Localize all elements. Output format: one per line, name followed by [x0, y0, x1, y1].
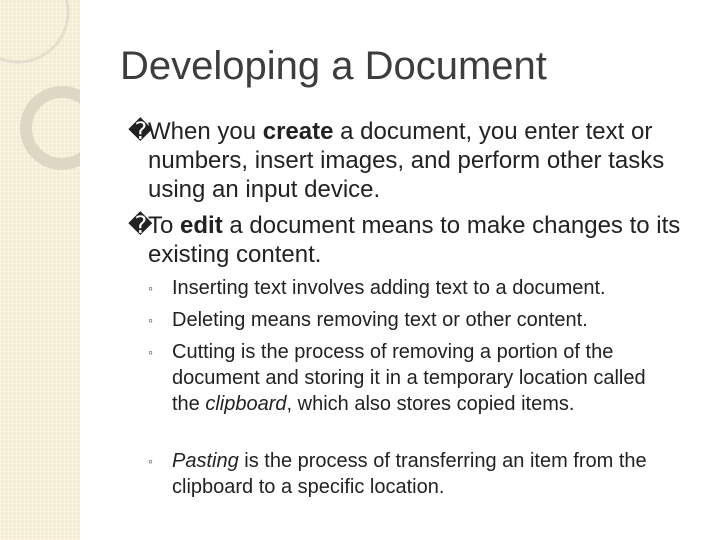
- decorative-rings: [0, 0, 80, 540]
- sub-bullet-text: Inserting text involves adding text to a document.: [172, 277, 606, 299]
- sub-bullet-pasting: [148, 448, 672, 500]
- slide-title: Developing a Document: [120, 44, 547, 88]
- sub-bullet-text-post: is the process of transferring an item from the clipboard to a specific location.: [172, 450, 647, 498]
- bullet-create: [128, 117, 708, 204]
- ring-middle: [26, 92, 80, 164]
- bullet-edit: [128, 211, 708, 269]
- sub-bullet-marker: ◦: [148, 280, 153, 296]
- sub-bullet-marker: ◦: [148, 344, 153, 360]
- sub-bullet-term: clipboard: [205, 393, 287, 415]
- bullet-text-post: a document means to make changes to its existing content.: [148, 212, 681, 268]
- sub-bullet-text: Deleting means removing text or other content.: [172, 309, 588, 331]
- sub-bullet-term: Pasting: [172, 450, 239, 472]
- bullet-marker: �: [128, 118, 153, 145]
- bullet-marker: �: [128, 212, 153, 239]
- decorative-side-band: [0, 0, 80, 540]
- bullet-text-pre: To: [148, 212, 181, 239]
- sub-bullet-inserting: [148, 275, 712, 301]
- bullet-keyword: create: [262, 118, 334, 145]
- sub-bullet-text-post: , which also stores copied items.: [286, 393, 575, 415]
- sub-bullet-cutting: [148, 339, 672, 417]
- bullet-text-pre: When you: [148, 118, 263, 145]
- sub-bullet-deleting: [148, 307, 712, 333]
- sub-bullet-text-pre: Cutting is the process of removing a portion of the document and storing it in a temporary location called the: [172, 341, 646, 415]
- sub-bullet-marker: ◦: [148, 453, 153, 469]
- bullet-keyword: edit: [180, 212, 223, 239]
- bullet-text-post: a document, you enter text or numbers, insert images, and perform other tasks using an input device.: [148, 118, 665, 203]
- ring-top: [0, 0, 68, 62]
- sub-bullet-marker: ◦: [148, 312, 153, 328]
